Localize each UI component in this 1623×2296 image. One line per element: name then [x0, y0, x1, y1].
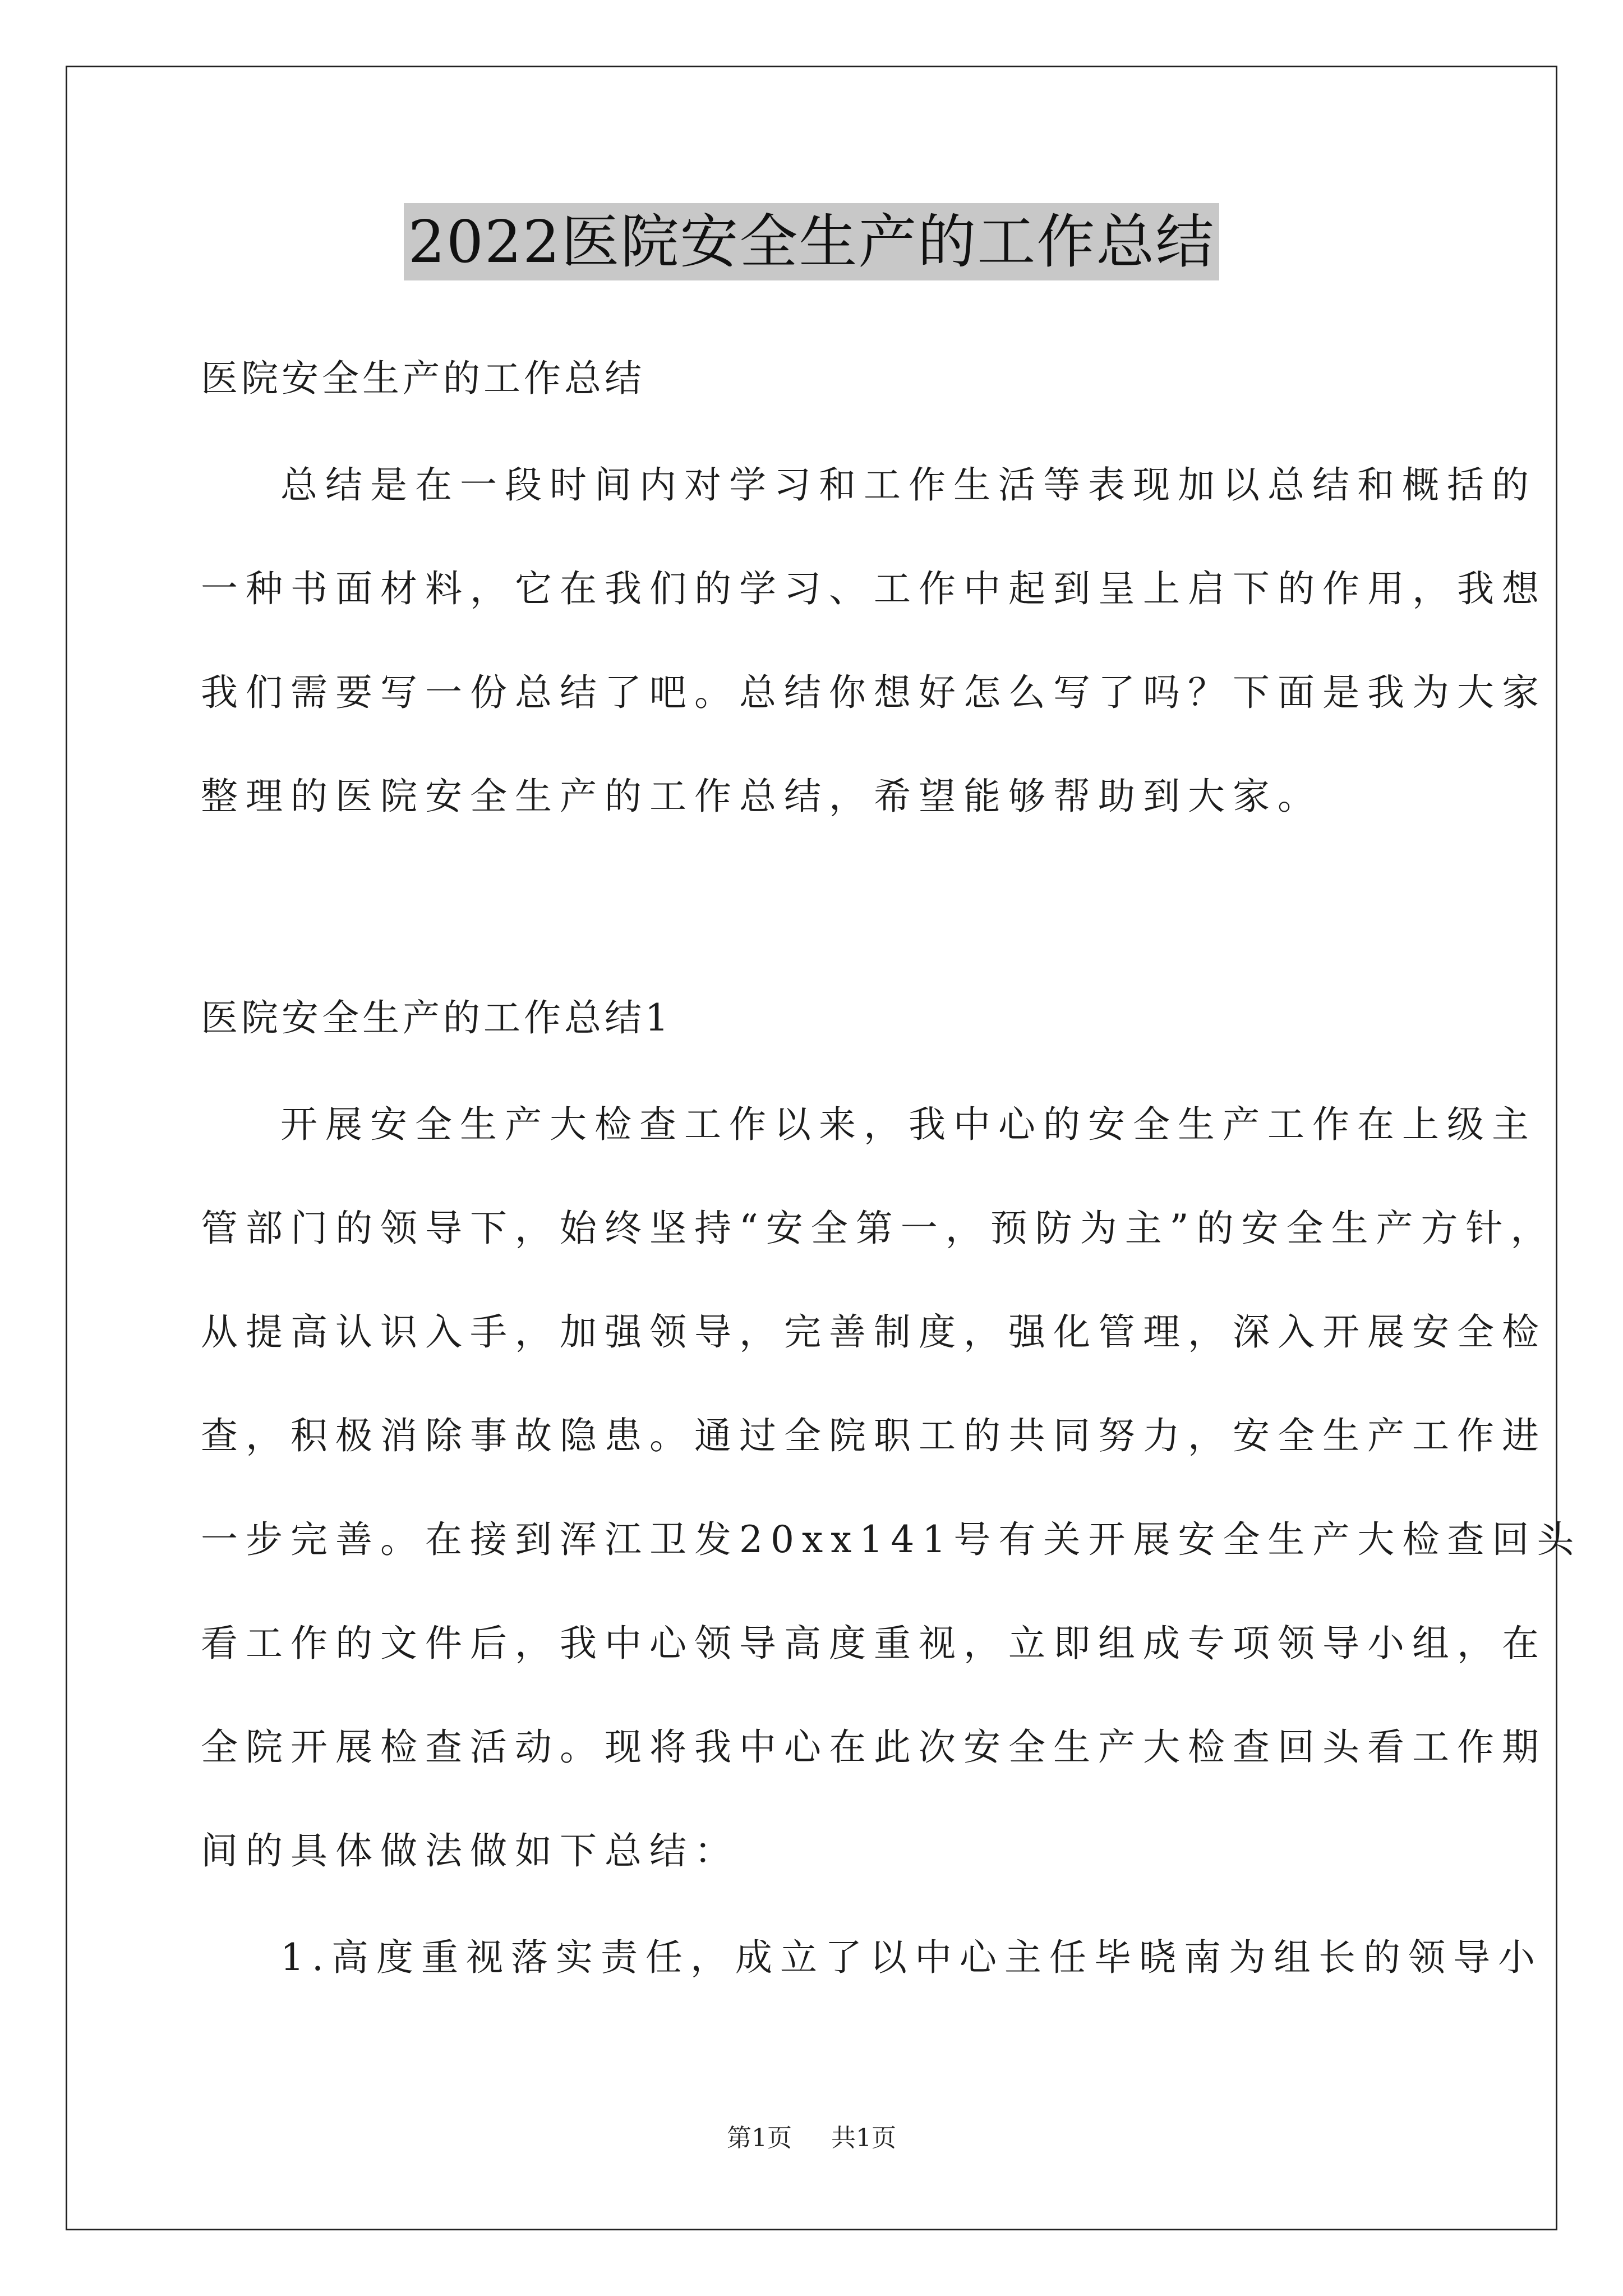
body-line-6: 看工作的文件后，我中心领导高度重视，立即组成专项领导小组，在: [201, 1622, 1547, 1665]
section-heading: 医院安全生产的工作总结1: [201, 996, 672, 1039]
list-item-1: 1.高度重视落实责任，成立了以中心主任毕晓南为组长的领导小: [280, 1936, 1543, 1979]
intro-line-1: 总结是在一段时间内对学习和工作生活等表现加以总结和概括的: [280, 463, 1537, 507]
page-number-total: 共1页: [831, 2124, 896, 2152]
body-line-5: 一步完善。在接到浑江卫发20xx141号有关开展安全生产大检查回头: [201, 1518, 1582, 1561]
intro-line-3: 我们需要写一份总结了吧。总结你想好怎么写了吗？下面是我为大家: [201, 671, 1547, 714]
subtitle: 医院安全生产的工作总结: [201, 357, 645, 400]
body-line-3: 从提高认识入手，加强领导，完善制度，强化管理，深入开展安全检: [201, 1310, 1547, 1354]
body-line-4: 查，积极消除事故隐患。通过全院职工的共同努力，安全生产工作进: [201, 1414, 1547, 1457]
page-number-current: 第1页: [727, 2124, 792, 2152]
body-line-2: 管部门的领导下，始终坚持“安全第一，预防为主”的安全生产方针，: [201, 1207, 1556, 1250]
intro-line-4: 整理的医院安全生产的工作总结，希望能够帮助到大家。: [201, 775, 1322, 818]
intro-line-2: 一种书面材料，它在我们的学习、工作中起到呈上启下的作用，我想: [201, 567, 1547, 610]
page-footer: [0, 2122, 1623, 2155]
body-line-7: 全院开展检查活动。现将我中心在此次安全生产大检查回头看工作期: [201, 1726, 1547, 1769]
body-line-8: 间的具体做法做如下总结：: [201, 1829, 739, 1872]
body-line-1: 开展安全生产大检查工作以来，我中心的安全生产工作在上级主: [280, 1103, 1537, 1146]
document-title: 2022医院安全生产的工作总结: [404, 203, 1220, 280]
title-wrapper: [0, 203, 1623, 280]
